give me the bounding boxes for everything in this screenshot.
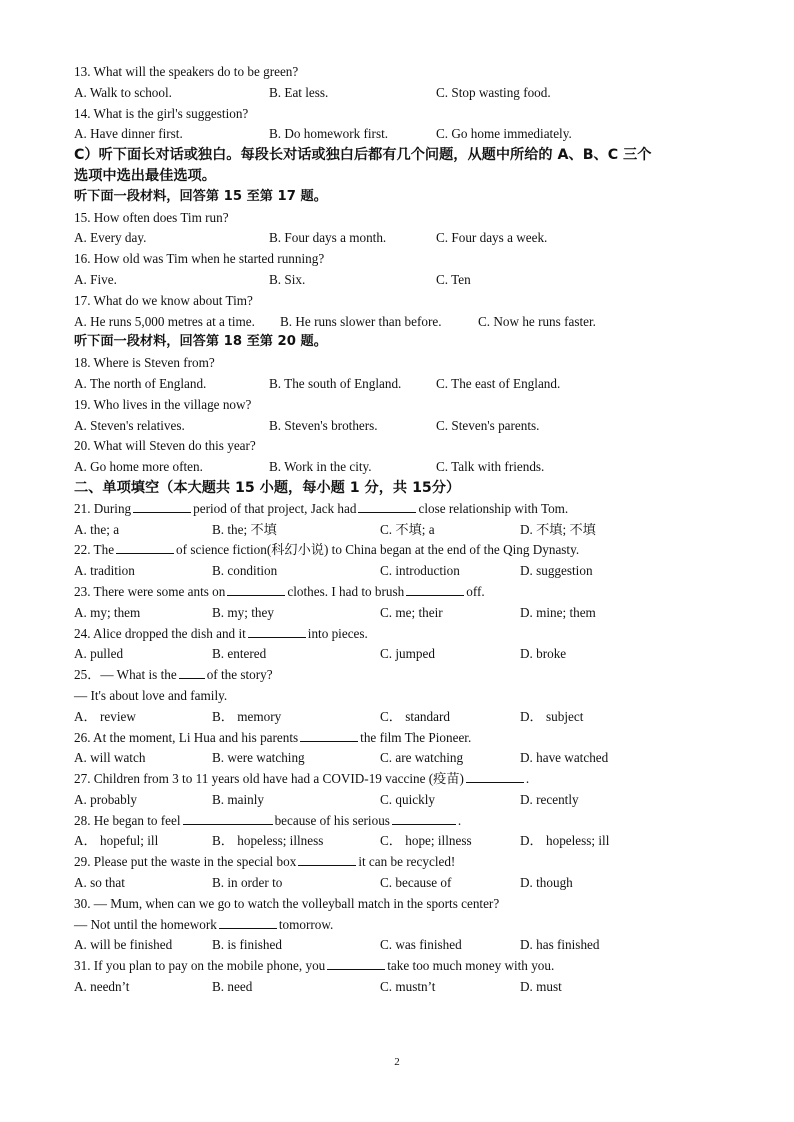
exam-content [74, 62, 734, 998]
question-20-stem: 20. What will Steven do this year? [74, 438, 256, 454]
option-a: A. Steven's relatives. [74, 417, 185, 433]
option-c: C. jumped [380, 646, 435, 662]
option-b: B. Six. [269, 271, 306, 287]
answer-blank [133, 499, 191, 513]
option-c: C. introduction [380, 563, 460, 579]
stem-text: because of his serious [274, 812, 390, 828]
option-d: D． subject [520, 708, 584, 724]
section-c-instruction-line1: C）听下面长对话或独白。每段长对话或独白后都有几个问题，从题中所给的 A、B、C 三个 [74, 147, 652, 164]
stem-text: close relationship with Tom. [418, 500, 569, 516]
stem-text: 23. There were some ants on [74, 583, 226, 599]
answer-blank [183, 811, 273, 825]
answer-blank [358, 499, 416, 513]
question-22-options [74, 561, 734, 582]
question-25-options [74, 707, 734, 728]
question-25-stem [74, 665, 734, 686]
question-15-options [74, 228, 734, 249]
question-24-options [74, 644, 734, 665]
option-b: B. is finished [212, 937, 282, 953]
question-31-options [74, 977, 734, 998]
option-b: B. were watching [212, 750, 305, 766]
option-a: A. will watch [74, 750, 146, 766]
section-c-instruction-line2: 选项中选出最佳选项。 [74, 167, 216, 184]
option-c: C. 不填; a [380, 521, 435, 537]
stem-text: 24. Alice dropped the dish and it [74, 625, 246, 641]
option-c: C. Ten [436, 271, 471, 287]
option-d: D. has finished [520, 937, 600, 953]
question-28-options [74, 831, 734, 852]
question-31-stem [74, 956, 734, 977]
option-a: A. Go home more often. [74, 459, 203, 475]
option-b: B． memory [212, 708, 282, 724]
answer-blank [327, 956, 385, 970]
stem-text: take too much money with you. [387, 958, 555, 974]
answer-blank [392, 811, 456, 825]
answer-blank [116, 540, 174, 554]
option-c: C. Now he runs faster. [478, 313, 596, 329]
option-c: C． hope; illness [380, 833, 472, 849]
option-a: A. my; them [74, 604, 141, 620]
answer-blank [179, 665, 205, 679]
option-a: A． hopeful; ill [74, 833, 159, 849]
question-13-stem: 13. What will the speakers do to be green? [74, 64, 299, 79]
option-c: C. because of [380, 875, 452, 891]
option-a: A. Every day. [74, 230, 147, 246]
option-d: D. suggestion [520, 563, 593, 579]
stem-text: — Not until the homework [74, 916, 217, 932]
stem-text: clothes. I had to brush [287, 583, 405, 599]
option-a: A． review [74, 708, 136, 724]
question-30-reply [74, 915, 734, 936]
option-d: D． hopeless; ill [520, 833, 610, 849]
option-c: C. Four days a week. [436, 230, 548, 246]
option-c: C. Steven's parents. [436, 417, 540, 433]
option-b: B. Four days a month. [269, 230, 387, 246]
option-c: C. quickly [380, 791, 435, 807]
option-c: C. Stop wasting food. [436, 84, 551, 100]
option-a: A. probably [74, 791, 137, 807]
stem-text: 21. During [74, 500, 132, 516]
option-a: A. The north of England. [74, 375, 207, 391]
option-d: D. mine; them [520, 604, 596, 620]
option-b: B. mainly [212, 791, 265, 807]
option-c: C. Talk with friends. [436, 459, 545, 475]
question-13-options [74, 83, 734, 104]
material-1-heading: 听下面一段材料，回答第 15 至第 17 题。 [74, 188, 327, 204]
stem-text: 26. At the moment, Li Hua and his parents [74, 729, 299, 745]
question-16-stem: 16. How old was Tim when he started running? [74, 251, 325, 267]
question-14-options [74, 124, 734, 145]
answer-blank [466, 769, 524, 783]
question-21-stem [74, 499, 734, 520]
option-b: B. Work in the city. [269, 459, 372, 475]
question-16-options [74, 270, 734, 291]
question-29-stem [74, 852, 734, 873]
option-c: C． standard [380, 708, 450, 724]
option-b: B. Steven's brothers. [269, 417, 378, 433]
option-b: B. He runs slower than before. [280, 313, 442, 329]
question-28-stem [74, 811, 734, 832]
page-number: 2 [394, 1056, 400, 1068]
question-26-stem [74, 728, 734, 749]
option-c: C. Go home immediately. [436, 126, 572, 142]
option-a: A. the; a [74, 521, 120, 537]
stem-text: 31. If you plan to pay on the mobile phone, you [74, 958, 326, 974]
option-b: B. condition [212, 563, 278, 579]
stem-text: . [457, 812, 462, 828]
question-20-options [74, 457, 734, 478]
option-d: D. broke [520, 646, 567, 662]
option-a: A. He runs 5,000 metres at a time. [74, 313, 255, 329]
part-2-title: 二、单项填空（本大题共 15 小题，每小题 1 分，共 15分） [74, 479, 461, 496]
question-24-stem [74, 624, 734, 645]
option-a: A. needn’t [74, 979, 130, 995]
option-c: C. was finished [380, 937, 462, 953]
stem-text: of science fiction(科幻小说) to China began at the end of the Qing Dynasty. [176, 542, 580, 558]
option-a: A. pulled [74, 646, 124, 662]
option-c: C. are watching [380, 750, 464, 766]
question-19-options [74, 416, 734, 437]
option-a: A. will be finished [74, 937, 173, 953]
answer-blank [300, 728, 358, 742]
stem-text: of the story? [206, 667, 273, 683]
material-2-heading: 听下面一段材料，回答第 18 至第 20 题。 [74, 334, 327, 350]
stem-text: tomorrow. [278, 916, 334, 932]
answer-blank [227, 582, 285, 596]
option-b: B. my; they [212, 604, 274, 620]
question-30-options [74, 935, 734, 956]
answer-blank [248, 624, 306, 638]
option-b: B. entered [212, 646, 267, 662]
option-c: C. me; their [380, 604, 443, 620]
option-a: A. Have dinner first. [74, 126, 183, 142]
stem-text: the film The Pioneer. [360, 729, 472, 745]
option-d: D. 不填; 不填 [520, 521, 596, 537]
option-b: B. Do homework first. [269, 126, 389, 142]
option-c: C. mustn’t [380, 979, 436, 995]
question-17-options [74, 312, 734, 333]
stem-text: into pieces. [307, 625, 368, 641]
question-18-options [74, 374, 734, 395]
question-18-stem: 18. Where is Steven from? [74, 355, 215, 371]
question-23-stem [74, 582, 734, 603]
question-27-options [74, 790, 734, 811]
stem-text: 25．— What is the [74, 667, 177, 683]
stem-text: 28. He began to feel [74, 812, 181, 828]
question-21-options [74, 520, 734, 541]
option-a: A. Walk to school. [74, 84, 172, 100]
stem-text: . [525, 771, 530, 787]
question-22-stem [74, 540, 734, 561]
question-29-options [74, 873, 734, 894]
answer-blank [406, 582, 464, 596]
option-b: B． hopeless; illness [212, 833, 324, 849]
stem-text: it can be recycled! [358, 854, 456, 870]
option-b: B. The south of England. [269, 375, 402, 391]
stem-text: off. [466, 583, 485, 599]
question-14-stem: 14. What is the girl's suggestion? [74, 105, 249, 121]
question-15-stem: 15. How often does Tim run? [74, 209, 229, 225]
stem-text: 27. Children from 3 to 11 years old have had a COVID-19 vaccine (疫苗) [74, 771, 464, 787]
option-d: D. though [520, 875, 573, 891]
stem-text: 29. Please put the waste in the special box [74, 854, 297, 870]
option-a: A. Five. [74, 271, 117, 287]
option-d: D. have watched [520, 750, 609, 766]
option-b: B. Eat less. [269, 84, 329, 100]
option-a: A. so that [74, 875, 125, 891]
option-b: B. the; 不填 [212, 521, 277, 537]
option-b: B. in order to [212, 875, 283, 891]
question-30-stem: 30. — Mum, when can we go to watch the volleyball match in the sports center? [74, 895, 500, 911]
question-19-stem: 19. Who lives in the village now? [74, 396, 252, 412]
question-25-reply: — It's about love and family. [74, 687, 228, 703]
option-d: D. recently [520, 791, 579, 807]
question-27-stem [74, 769, 734, 790]
question-23-options [74, 603, 734, 624]
stem-text: 22. The [74, 542, 115, 558]
stem-text: period of that project, Jack had [193, 500, 357, 516]
answer-blank [219, 915, 277, 929]
answer-blank [298, 852, 356, 866]
option-a: A. tradition [74, 563, 135, 579]
option-b: B. need [212, 979, 253, 995]
option-c: C. The east of England. [436, 375, 561, 391]
option-d: D. must [520, 979, 562, 995]
question-17-stem: 17. What do we know about Tim? [74, 292, 253, 308]
question-26-options [74, 748, 734, 769]
